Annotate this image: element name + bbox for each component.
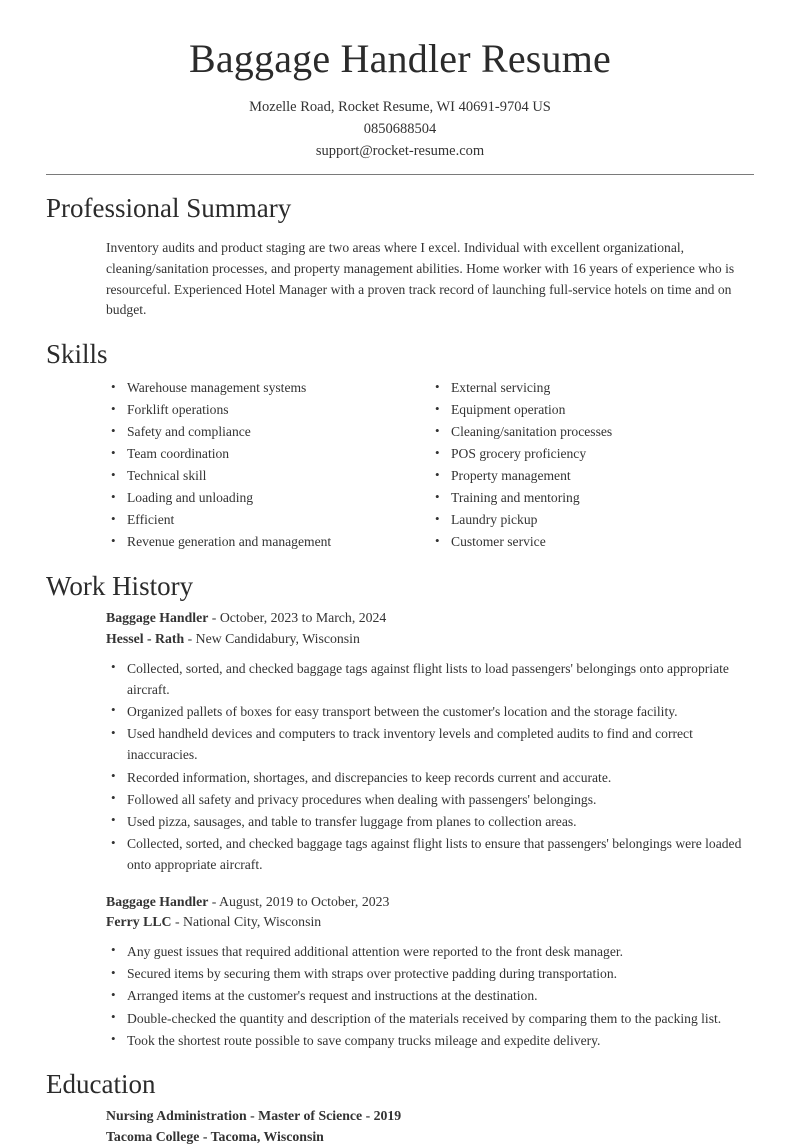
job-bullet: • Used pizza, sausages, and table to transfer luggage from planes to collection areas. — [106, 811, 754, 832]
job-company-line — [106, 629, 754, 650]
skills-list-left — [106, 377, 430, 553]
job-bullet: • Collected, sorted, and checked baggage tags against flight lists to ensure that passengers' belongings were loaded onto appropriate aircraft. — [106, 833, 754, 875]
job-bullet-list — [106, 941, 754, 1051]
list-item: • External servicing — [430, 377, 754, 399]
work-history-list — [46, 608, 754, 1051]
job-title: Baggage Handler — [106, 893, 209, 909]
list-item: • Loading and unloading — [106, 487, 430, 509]
summary-paragraph: Inventory audits and product staging are two areas where I excel. Individual with excellent organizational, cleaning/sanitation processes, and property management abilities. Home worker with 16 years of experience who is resourceful. Experienced Hotel Manager with a proven track record of launching full-service hotels on time and on budget. — [106, 240, 735, 318]
header-divider — [46, 174, 754, 175]
list-item: • Customer service — [430, 531, 754, 553]
section-skills — [0, 338, 800, 553]
job-bullet: • Followed all safety and privacy procedures when dealing with passengers' belongings. — [106, 789, 754, 810]
job-company-line — [106, 912, 754, 933]
contact-address: Mozelle Road, Rocket Resume, WI 40691-9704 US — [249, 99, 551, 115]
education-program: Nursing Administration - Master of Science - 2019 — [106, 1108, 402, 1124]
list-item: • Equipment operation — [430, 399, 754, 421]
section-heading-education: Education — [46, 1068, 156, 1099]
list-item: • Safety and compliance — [106, 421, 430, 443]
section-professional-summary — [0, 192, 800, 321]
job-dates: - October, 2023 to March, 2024 — [208, 610, 387, 626]
summary-body — [46, 238, 754, 321]
contact-phone: 0850688504 — [363, 121, 437, 138]
list-item: • Training and mentoring — [430, 487, 754, 509]
job-bullet: • Any guest issues that required additional attention were reported to the front desk manager. — [106, 941, 754, 962]
page-title: Baggage Handler Resume — [188, 36, 612, 81]
resume-header — [0, 0, 800, 162]
job-title: Baggage Handler — [106, 610, 209, 626]
work-history-entry — [46, 608, 754, 875]
list-item: • POS grocery proficiency — [430, 443, 754, 465]
education-entry — [46, 1106, 754, 1147]
list-item: • Warehouse management systems — [106, 377, 430, 399]
list-item: • Efficient — [106, 509, 430, 531]
list-item: • Cleaning/sanitation processes — [430, 421, 754, 443]
job-bullet: • Collected, sorted, and checked baggage tags against flight lists to load passengers' belongings onto appropriate aircraft. — [106, 658, 754, 700]
skills-list-right — [430, 377, 754, 553]
skills-column-right — [430, 377, 754, 553]
section-heading-skills: Skills — [46, 339, 108, 370]
list-item: • Forklift operations — [106, 399, 430, 421]
contact-email: support@rocket-resume.com — [315, 143, 485, 160]
skills-columns — [46, 377, 754, 553]
skills-column-left — [106, 377, 430, 553]
job-company: Hessel - Rath — [106, 630, 185, 646]
list-item: • Revenue generation and management — [106, 531, 430, 553]
job-title-line — [106, 892, 754, 913]
job-bullet: • Took the shortest route possible to save company trucks mileage and expedite delivery. — [106, 1030, 754, 1051]
job-bullet: • Used handheld devices and computers to track inventory levels and completed audits to find and correct inaccuracies. — [106, 723, 754, 765]
list-item: • Technical skill — [106, 465, 430, 487]
job-bullet: • Secured items by securing them with straps over protective padding during transportation. — [106, 963, 754, 984]
job-dates: - August, 2019 to October, 2023 — [208, 893, 390, 909]
job-bullet: • Organized pallets of boxes for easy transport between the customer's location and the storage facility. — [106, 701, 754, 722]
job-title-line — [106, 608, 754, 629]
section-heading-summary: Professional Summary — [46, 193, 292, 224]
section-work-history — [0, 570, 800, 1051]
list-item: • Laundry pickup — [430, 509, 754, 531]
job-location: - New Candidabury, Wisconsin — [184, 630, 360, 646]
list-item: • Property management — [430, 465, 754, 487]
job-company: Ferry LLC — [106, 914, 172, 930]
job-bullet: • Double-checked the quantity and description of the materials received by comparing them to the packing list. — [106, 1008, 754, 1029]
section-education — [0, 1068, 800, 1148]
list-item: • Team coordination — [106, 443, 430, 465]
work-history-entry — [46, 892, 754, 1051]
education-list — [46, 1106, 754, 1147]
job-bullet-list — [106, 658, 754, 876]
job-bullet: • Arranged items at the customer's request and instructions at the destination. — [106, 985, 754, 1006]
job-bullet: • Recorded information, shortages, and discrepancies to keep records current and accurate. — [106, 767, 754, 788]
section-heading-work-history: Work History — [46, 570, 194, 601]
job-location: - National City, Wisconsin — [171, 914, 322, 930]
education-school: Tacoma College - Tacoma, Wisconsin — [106, 1129, 324, 1145]
